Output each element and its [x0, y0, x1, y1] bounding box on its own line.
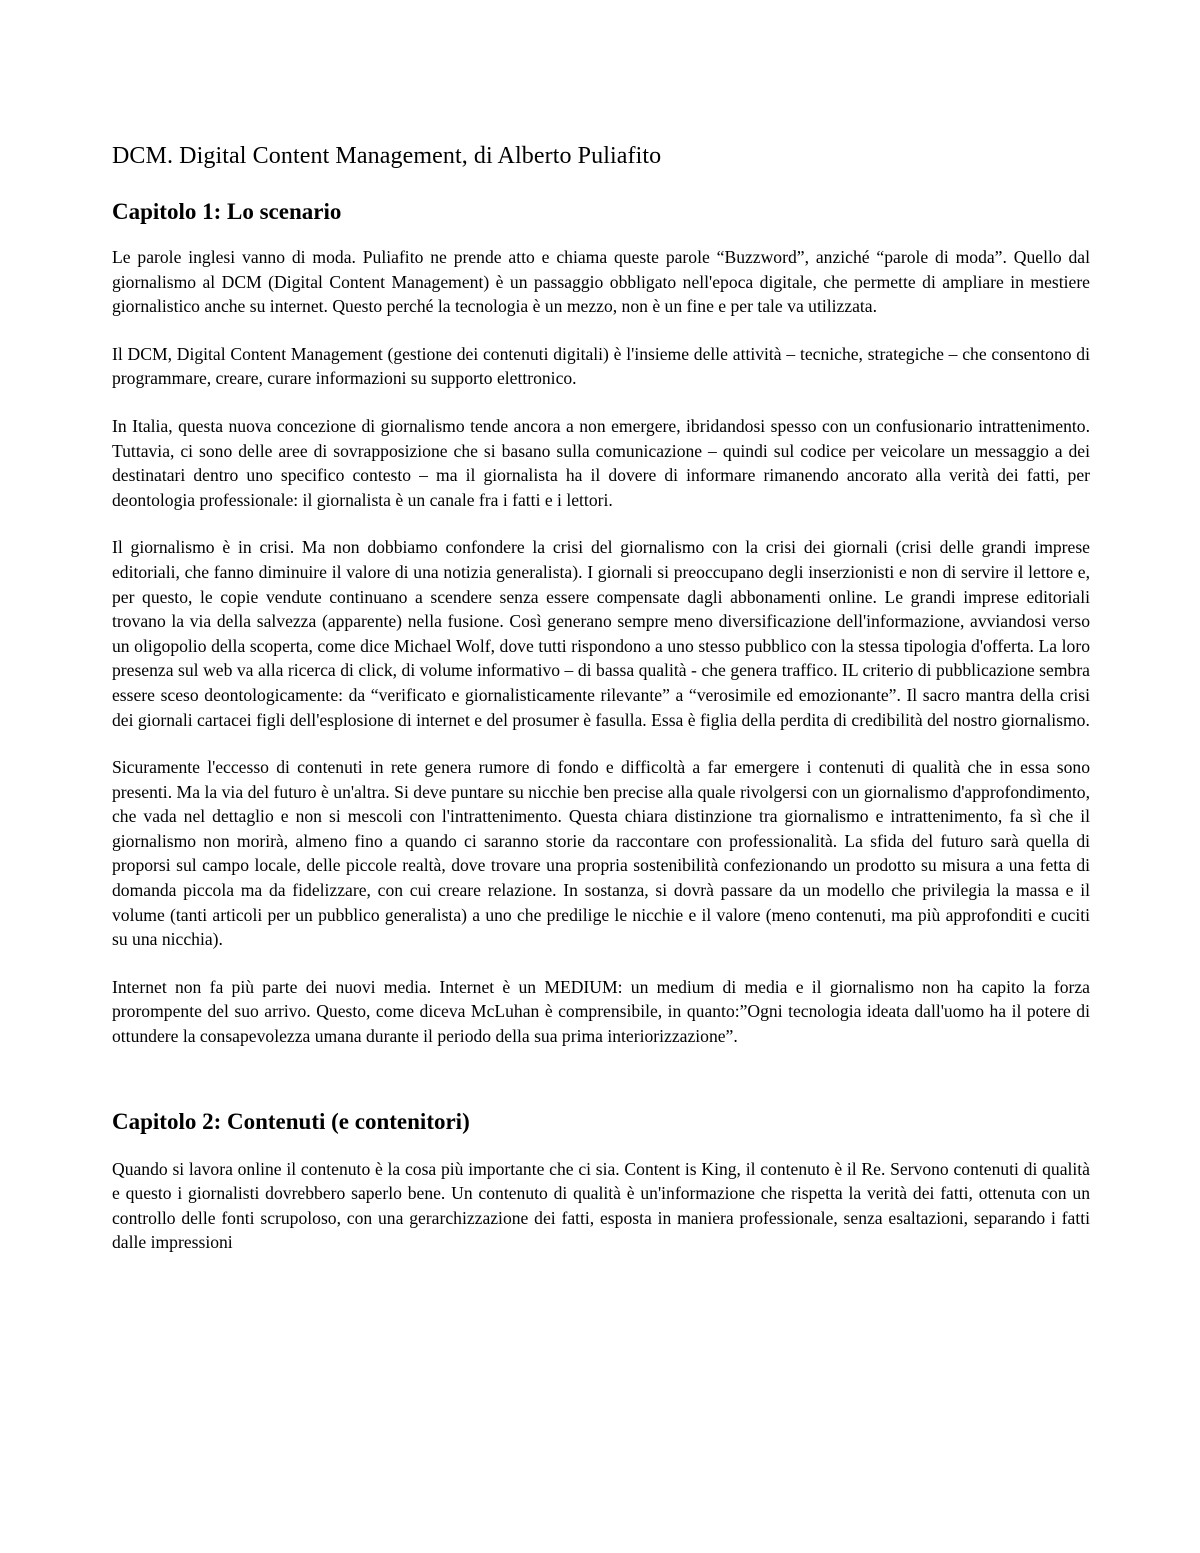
chapter-1 — [112, 197, 1090, 1049]
paragraph: Il DCM, Digital Content Management (gestione dei contenuti digitali) è l'insieme delle attività – tecniche, strategiche – che consentono di programmare, creare, curare informazioni su supporto elettronico. — [112, 343, 1090, 389]
paragraph: In Italia, questa nuova concezione di giornalismo tende ancora a non emergere, ibridandosi spesso con un confusionario intrattenimento. Tuttavia, ci sono delle aree di sovrapposizione che si basano sulla comunicazione – quindi sul codice per veicolare un messaggio a dei destinatari dentro uno specifico contesto – ma il giornalista ha il dovere di informare rimanendo ancorato alla verità dei fatti, per deontologia professionale: il giornalista è un canale fra i fatti e i lettori. — [112, 415, 1090, 510]
paragraph: Le parole inglesi vanno di moda. Puliafito ne prende atto e chiama queste parole “Buzzword”, anziché “parole di moda”. Quello dal giornalismo al DCM (Digital Content Management) è un passaggio obbligato nell'epoca digitale, che permette di ampliare in mestiere giornalistico anche su internet. Questo perché la tecnologia è un mezzo, non è un fine e per tale va utilizzata. — [112, 247, 1090, 317]
chapter-2 — [112, 1107, 1090, 1255]
document-title: DCM. Digital Content Management, di Alberto Puliafito — [112, 143, 662, 169]
paragraph: Internet non fa più parte dei nuovi media. Internet è un MEDIUM: un medium di media e il giornalismo non ha capito la forza prorompente del suo arrivo. Questo, come diceva McLuhan è comprensibile, in quanto:”Ogni tecnologia ideata dall'uomo ha il potere di ottundere la consapevolezza umana durante il periodo della sua prima interiorizzazione”. — [112, 976, 1090, 1047]
chapter-title: Capitolo 2: Contenuti (e contenitori) — [112, 1108, 470, 1134]
paragraph: Il giornalismo è in crisi. Ma non dobbiamo confondere la crisi del giornalismo con la crisi dei giornali (crisi delle grandi imprese editoriali, che fanno diminuire il valore di una notizia generalista). I giornali si preoccupano degli inserzionisti e non di servire il lettore e, per questo, le copie vendute continuano a scendere senza essere compensate dagli abbonamenti online. Le grandi imprese editoriali trovano la via della salvezza (apparente) nella fusione. Così generano sempre meno diversificazione dell'informazione, avviandosi verso un oligopolio della scoperta, come dice Michael Wolf, dove tutti rispondono a uno stesso pubblico con la stessa tipologia d'offerta. La loro presenza sul web va alla ricerca di click, di volume informativo – di bassa qualità - che genera traffico. IL criterio di pubblicazione sembra essere sceso deontologicamente: da “verificato e giornalisticamente rilevante” a “verosimile ed emozionante”. Il sacro mantra della crisi dei giornali cartacei figli dell'esplosione di internet e del prosumer è fasulla. Essa è figlia della perdita di credibilità del nostro giornalismo. — [112, 537, 1090, 730]
paragraph: Quando si lavora online il contenuto è la cosa più importante che ci sia. Content is King, il contenuto è il Re. Servono contenuti di qualità e questo i giornalisti dovrebbero saperlo bene. Un contenuto di qualità è un'informazione che rispetta la verità dei fatti, ottenuta con un controllo delle fonti scrupoloso, con una gerarchizzazione dei fatti, esposta in maniera professionale, senza esaltazioni, separando i fatti dalle impressioni — [112, 1158, 1090, 1253]
chapter-title: Capitolo 1: Lo scenario — [112, 199, 342, 224]
paragraph: Sicuramente l'eccesso di contenuti in rete genera rumore di fondo e difficoltà a far emergere i contenuti di qualità che in essa sono presenti. Ma la via del futuro è un'altra. Si deve puntare su nicchie ben precise alla quale rivolgersi con un giornalismo d'approfondimento, che vada nel dettaglio e non si mescoli con l'intrattenimento. Questa chiara distinzione tra giornalismo e intrattenimento, fa sì che il giornalismo non morirà, almeno fino a quando ci saranno storie da raccontare con professionalità. La sfida del futuro sarà quella di proporsi sul campo locale, delle piccole realtà, dove trovare una propria sostenibilità confezionando un prodotto su misura a una fetta di domanda piccola ma da fidelizzare, con cui creare relazione. In sostanza, si dovrà passare da un modello che privilegia la massa e il volume (tanti articoli per un pubblico generalista) a uno che predilige le nicchie e il valore (meno contenuti, ma più approfonditi e cuciti su una nicchia). — [112, 757, 1090, 950]
